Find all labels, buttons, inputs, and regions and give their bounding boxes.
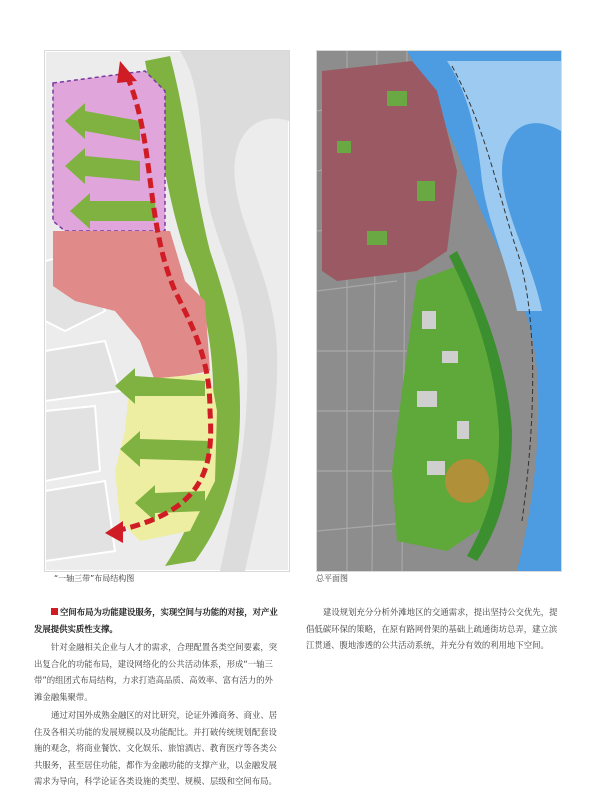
body-paragraph-3: 建设规划充分分析外滩地区的交通需求，提出坚持公交优先，提倡低碳环保的策略，在原有路网骨架的基础上疏通街坊总弄，建立滨江贯通、腹地渗透的公共活动系统，并充分有效的利用地下空间。 xyxy=(306,607,558,650)
text-column-right xyxy=(306,604,564,656)
body-paragraph-2: 通过对国外成熟金融区的对比研究，论证外滩商务、商业、居住及各相关功能的发展规模以及功能配比。并打破传统规划配套设施的观念，将商业餐饮、文化娱乐、旅馆酒店、教育医疗等各类公共服务，甚至居住功能，都作为金融功能的支撑产业，以金融发展需求为导向，科学论证各类设施的类型、规模、层级和空间布局。 xyxy=(34,710,278,786)
red-square-bullet xyxy=(51,608,58,615)
figure-caption-master-plan: 总平面图 xyxy=(316,574,348,583)
lead-paragraph xyxy=(34,604,280,637)
lead-sentence: 空间布局为功能建设服务，实现空间与功能的对接，对产业发展提供实质性支撑。 xyxy=(34,607,278,634)
text-column-left xyxy=(34,604,280,792)
master-plan-svg xyxy=(317,51,561,571)
structure-diagram-svg xyxy=(45,51,289,571)
roundabout xyxy=(445,459,489,503)
body-paragraph-1: 针对金融相关企业与人才的需求，合理配置各类空间要素，突出复合化的功能布局，建设网络化的公共活动体系，形成“一轴三带”的组团式布局结构，力求打造高品质、高效率、富有活力的外滩金融集聚带。 xyxy=(34,642,278,702)
structure-diagram xyxy=(44,50,290,572)
figure-caption-structure: “一轴三带”布局结构图 xyxy=(54,574,135,583)
master-plan-map xyxy=(316,50,562,572)
